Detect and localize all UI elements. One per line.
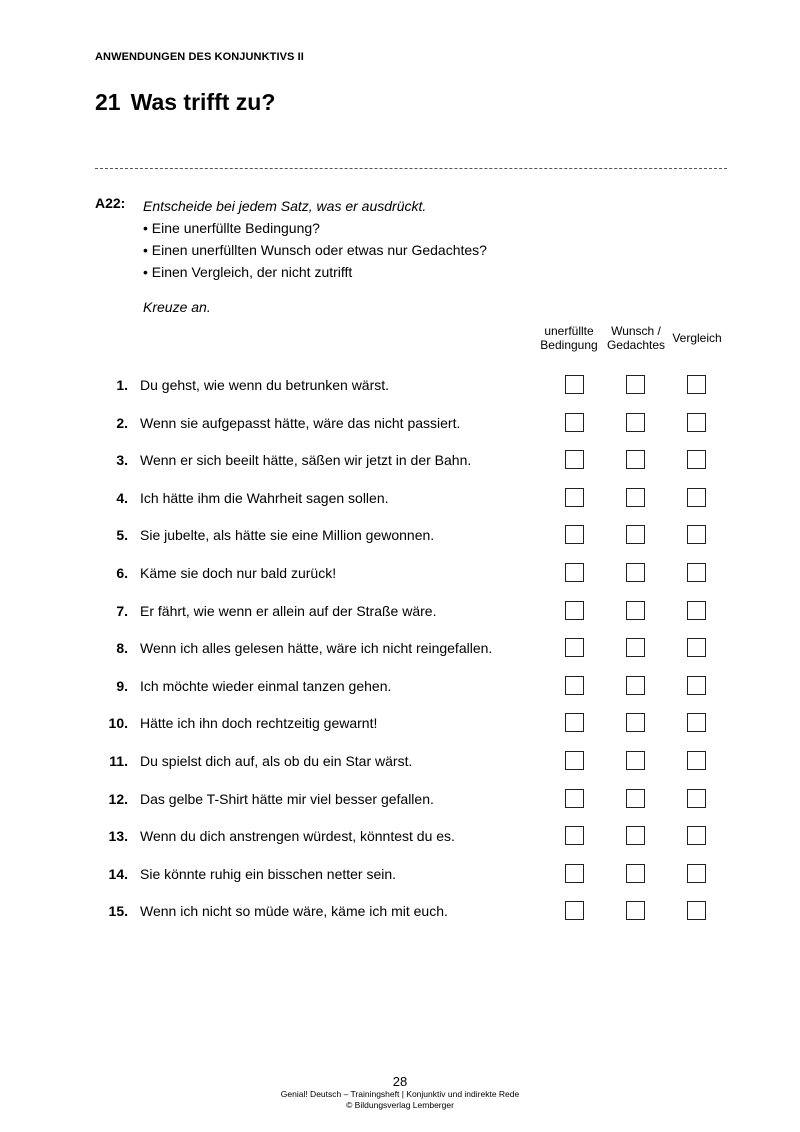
page-title [95,89,275,116]
exercise-row [0,676,800,713]
exercise-sentence: Du spielst dich auf, als ob du ein Star wärst. [140,753,413,769]
column-header-vergleich [657,331,737,345]
exercise-number-label: 13. [108,828,128,845]
checkbox-wunsch[interactable] [626,563,645,582]
checkbox-wunsch[interactable] [626,450,645,469]
exercise-sentence: Wenn er sich beeilt hätte, säßen wir jetzt in der Bahn. [140,452,472,469]
exercise-row [0,751,800,788]
checkbox-wunsch[interactable] [626,826,645,845]
checkbox-vergleich[interactable] [687,488,706,507]
section-header: ANWENDUNGEN DES KONJUNKTIVS II [95,51,304,63]
checkbox-bedingung[interactable] [565,450,584,469]
checkbox-vergleich[interactable] [687,375,706,394]
column-header-line: Vergleich [672,331,722,345]
exercise-number-label: 3. [116,452,128,469]
task-prompt: Kreuze an. [143,299,211,315]
exercise-sentence: Du gehst, wie wenn du betrunken wärst. [140,377,390,393]
task-bullet: • Einen Vergleich, der nicht zutrifft [143,264,353,280]
checkbox-bedingung[interactable] [565,563,584,582]
exercise-number: 21 [95,89,121,115]
checkbox-bedingung[interactable] [565,826,584,845]
exercise-sentence: Ich hätte ihm die Wahrheit sagen sollen. [140,489,389,506]
exercise-sentence: Sie könnte ruhig ein bisschen netter sein. [140,865,397,882]
checkbox-bedingung[interactable] [565,713,584,732]
checkbox-wunsch[interactable] [626,413,645,432]
exercise-number-label: 14. [108,865,128,882]
exercise-number-label: 2. [116,414,128,431]
checkbox-vergleich[interactable] [687,901,706,920]
dashed-divider [95,168,727,169]
footer-copyright: © Bildungsverlag Lemberger [346,1100,454,1110]
exercise-row [0,525,800,562]
checkbox-vergleich[interactable] [687,450,706,469]
exercise-number-label: 15. [108,903,128,920]
checkbox-vergleich[interactable] [687,864,706,883]
checkbox-vergleich[interactable] [687,601,706,620]
page-footer [0,1075,800,1111]
checkbox-bedingung[interactable] [565,676,584,695]
checkbox-bedingung[interactable] [565,751,584,770]
exercise-row [0,901,800,938]
checkbox-wunsch[interactable] [626,488,645,507]
exercise-number-label: 8. [116,640,128,657]
exercise-number-label: 12. [108,790,128,807]
exercise-number-label: 5. [116,527,128,544]
checkbox-vergleich[interactable] [687,676,706,695]
exercise-number-label: 4. [116,489,128,506]
column-header-line: Wunsch / [611,324,661,338]
column-header-line: Bedingung [540,338,598,352]
checkbox-bedingung[interactable] [565,375,584,394]
exercise-row [0,450,800,487]
exercise-number-label: 10. [108,715,128,732]
checkbox-bedingung[interactable] [565,525,584,544]
page-number: 28 [392,1074,408,1089]
exercise-row [0,864,800,901]
checkbox-bedingung[interactable] [565,864,584,883]
task-instruction: Entscheide bei jedem Satz, was er ausdrückt. [143,198,427,214]
checkbox-wunsch[interactable] [626,638,645,657]
checkbox-wunsch[interactable] [626,901,645,920]
exercise-number-label: 9. [116,677,128,694]
exercise-title: Was trifft zu? [130,89,276,115]
exercise-number-label: 1. [116,377,128,393]
exercise-number-label: 6. [116,565,128,581]
checkbox-vergleich[interactable] [687,751,706,770]
exercise-row [0,713,800,750]
task-instructions [143,195,487,319]
exercise-sentence: Hätte ich ihn doch rechtzeitig gewarnt! [140,715,378,732]
exercise-sentence: Wenn ich alles gelesen hätte, wäre ich nicht reingefallen. [140,640,493,657]
checkbox-wunsch[interactable] [626,375,645,394]
checkbox-wunsch[interactable] [626,601,645,620]
checkbox-wunsch[interactable] [626,789,645,808]
checkbox-bedingung[interactable] [565,638,584,657]
exercise-row [0,638,800,675]
checkbox-wunsch[interactable] [626,751,645,770]
exercise-sentence: Ich möchte wieder einmal tanzen gehen. [140,677,392,694]
checkbox-bedingung[interactable] [565,488,584,507]
exercise-row [0,563,800,600]
exercise-number-label: 7. [116,602,128,619]
checkbox-vergleich[interactable] [687,638,706,657]
exercise-row [0,789,800,826]
checkbox-vergleich[interactable] [687,789,706,808]
exercise-row [0,601,800,638]
checkbox-wunsch[interactable] [626,676,645,695]
exercise-sentence: Wenn ich nicht so müde wäre, käme ich mit euch. [140,903,448,920]
task-bullet: • Einen unerfüllten Wunsch oder etwas nur Gedachtes? [143,242,487,258]
checkbox-vergleich[interactable] [687,826,706,845]
column-header-line: unerfüllte [544,324,594,338]
checkbox-bedingung[interactable] [565,413,584,432]
exercise-sentence: Das gelbe T-Shirt hätte mir viel besser gefallen. [140,790,434,807]
checkbox-bedingung[interactable] [565,601,584,620]
checkbox-bedingung[interactable] [565,901,584,920]
exercise-sentence: Wenn du dich anstrengen würdest, könntest du es. [140,828,455,845]
checkbox-bedingung[interactable] [565,789,584,808]
exercise-sentence: Er fährt, wie wenn er allein auf der Straße wäre. [140,602,437,619]
column-header-line: Gedachtes [606,338,666,352]
checkbox-vergleich[interactable] [687,563,706,582]
task-bullet: • Eine unerfüllte Bedingung? [143,220,320,236]
footer-line: Genial! Deutsch – Trainingsheft | Konjunktiv und indirekte Rede [280,1089,520,1099]
checkbox-wunsch[interactable] [626,713,645,732]
checkbox-wunsch[interactable] [626,525,645,544]
exercise-row [0,488,800,525]
exercise-sentence: Käme sie doch nur bald zurück! [140,565,337,581]
exercise-sentence: Sie jubelte, als hätte sie eine Million gewonnen. [140,527,435,544]
exercise-row [0,826,800,863]
checkbox-vergleich[interactable] [687,413,706,432]
exercise-number-label: 11. [109,753,128,769]
exercise-sentence: Wenn sie aufgepasst hätte, wäre das nicht passiert. [140,414,461,431]
exercise-row [0,375,800,412]
task-label: A22: [95,195,126,211]
exercise-row [0,413,800,450]
checkbox-vergleich[interactable] [687,525,706,544]
checkbox-vergleich[interactable] [687,713,706,732]
checkbox-wunsch[interactable] [626,864,645,883]
